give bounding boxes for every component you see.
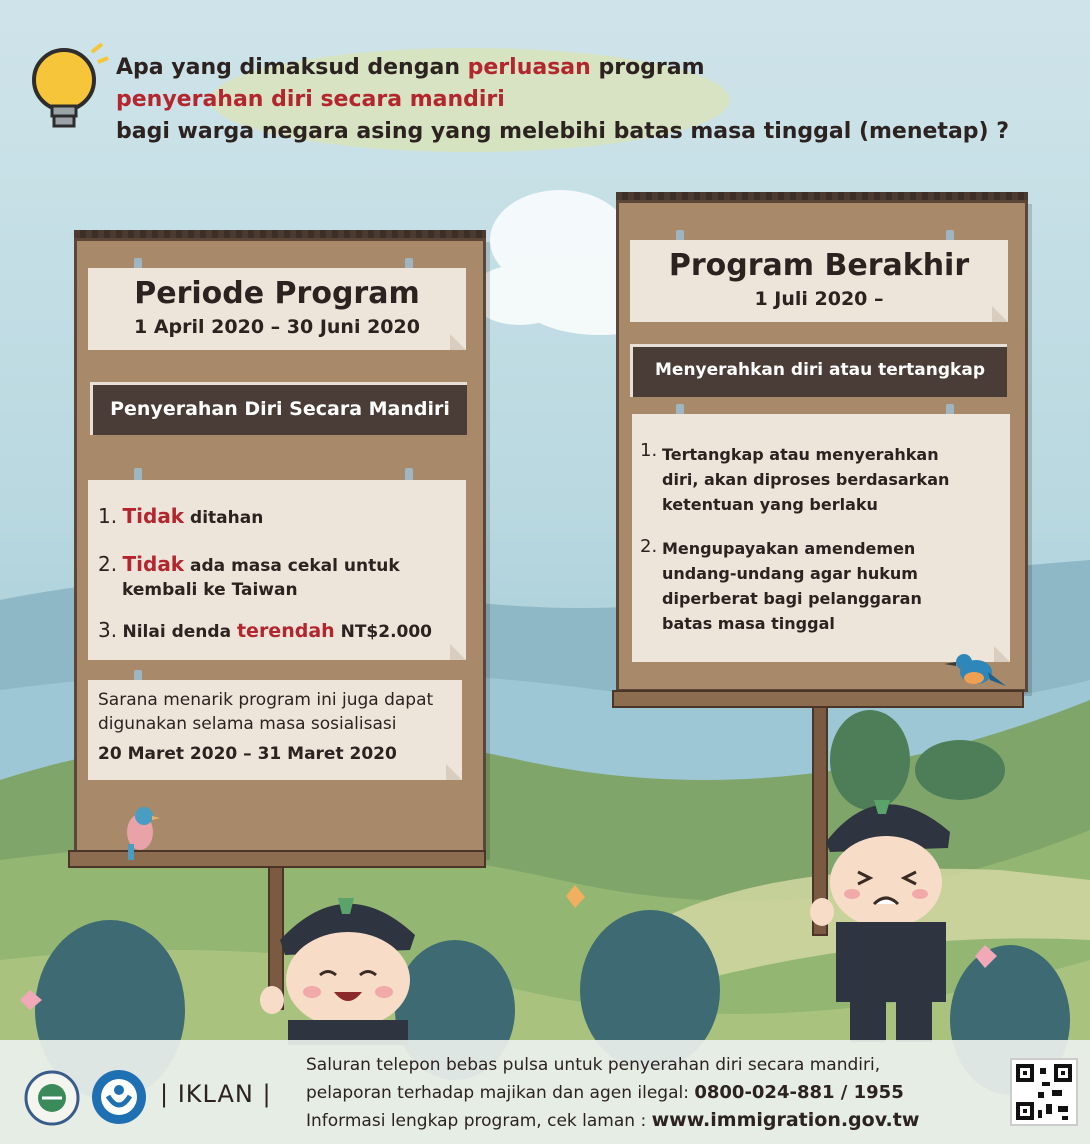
footer-line-2: pelaporan terhadap majikan dan agen ilegal: 0800-024-881 / 1955: [306, 1082, 904, 1103]
ministry-logo-icon: [90, 1068, 148, 1126]
left-note-line-2: digunakan selama masa sosialisasi: [98, 714, 397, 734]
qr-code-icon[interactable]: [1010, 1058, 1078, 1126]
agency-logo-icon: [24, 1070, 80, 1126]
right-dates: 1 Juli 2020 –: [754, 288, 884, 310]
left-item-1: 1. Tidak ditahan: [98, 504, 264, 528]
header-question: [116, 52, 1009, 148]
left-note-card: [88, 680, 462, 780]
officer-crying: [800, 782, 970, 1042]
bird-icon: [120, 804, 160, 864]
right-title-card: [630, 240, 1008, 322]
left-item-2-line-2: kembali ke Taiwan: [122, 580, 298, 600]
right-items-card: [632, 414, 1010, 662]
footer: [0, 1040, 1090, 1144]
header-line-1: Apa yang dimaksud dengan perluasan program: [116, 55, 705, 80]
left-title: Periode Program: [134, 276, 420, 311]
hotline-number: 0800-024-881 / 1955: [694, 1082, 904, 1103]
left-note-line-1: Sarana menarik program ini juga dapat: [98, 690, 434, 710]
officer-smiling: [250, 880, 440, 1045]
left-note-dates: 20 Maret 2020 – 31 Maret 2020: [98, 744, 397, 764]
left-items-card: [88, 480, 466, 660]
left-item-2: 2. Tidak ada masa cekal untuk: [98, 552, 400, 576]
header-line-2: penyerahan diri secara mandiri: [116, 87, 505, 112]
left-dates: 1 April 2020 – 30 Juni 2020: [134, 316, 420, 338]
right-item-1-num: 1.: [640, 440, 658, 461]
right-subtitle: Menyerahkan diri atau tertangkap: [655, 360, 985, 380]
left-subtitle: Penyerahan Diri Secara Mandiri: [110, 398, 450, 420]
right-title: Program Berakhir: [668, 248, 970, 283]
kingfisher-icon: [944, 646, 1008, 696]
iklan-label: | IKLAN |: [160, 1080, 272, 1108]
right-item-1: Tertangkap atau menyerahkan diri, akan diproses berdasarkan ketentuan yang berlaku: [662, 445, 950, 514]
lightbulb-icon: [20, 40, 110, 145]
right-item-2: Mengupayakan amendemen undang-undang agar hukum diperberat bagi pelanggaran batas masa tinggal: [662, 539, 922, 633]
left-subtitle-bar: [90, 382, 467, 435]
header-line-3: bagi warga negara asing yang melebihi batas masa tinggal (menetap) ?: [116, 119, 1010, 144]
left-title-card: [88, 268, 466, 350]
right-item-2-num: 2.: [640, 536, 658, 557]
footer-line-3: Informasi lengkap program, cek laman : www.immigration.gov.tw: [306, 1109, 920, 1131]
right-subtitle-bar: [630, 344, 1007, 397]
left-item-3: 3. Nilai denda terendah NT$2.000: [98, 618, 433, 642]
footer-text: [306, 1052, 978, 1135]
footer-line-1: Saluran telepon bebas pulsa untuk penyerahan diri secara mandiri,: [306, 1055, 881, 1075]
website-link[interactable]: www.immigration.gov.tw: [651, 1109, 920, 1131]
